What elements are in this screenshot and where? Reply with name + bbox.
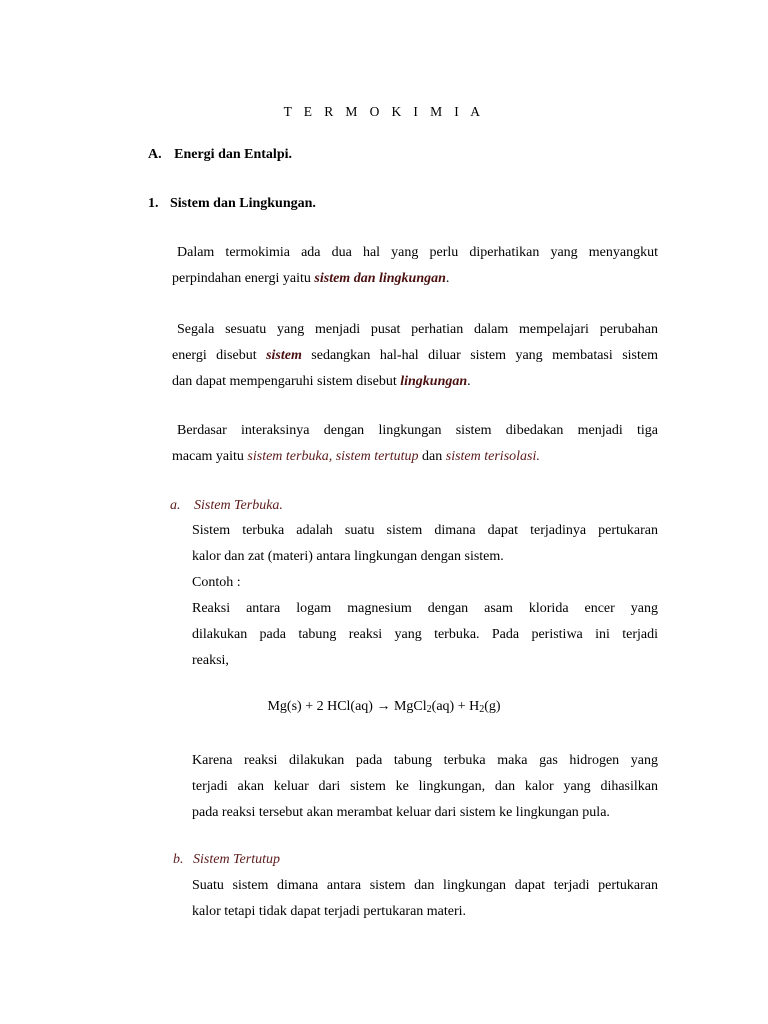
equation-product: (g) bbox=[484, 699, 501, 714]
section-1-marker: 1. bbox=[148, 196, 159, 211]
paragraph-line: Dalam termokimia ada dua hal yang perlu diperhatikan yang menyangkut bbox=[177, 245, 658, 260]
paragraph-line: Reaksi antara logam magnesium dengan asam klorida encer yang bbox=[192, 601, 658, 616]
emphasis-term: lingkungan bbox=[400, 374, 468, 389]
section-a-label: Energi dan Entalpi. bbox=[174, 147, 292, 162]
text-run: dan dapat mempengaruhi sistem disebut bbox=[172, 374, 401, 389]
paragraph-line: Suatu sistem dimana antara sistem dan lingkungan dapat terjadi pertukaran bbox=[192, 878, 658, 893]
section-a-marker: A. bbox=[148, 147, 162, 162]
subsection-b-label: Sistem Tertutup bbox=[193, 852, 280, 867]
paragraph-line: pada reaksi tersebut akan merambat keluar dari sistem ke lingkungan pula. bbox=[192, 805, 610, 820]
paragraph-closed-system bbox=[192, 876, 658, 928]
text-run: perpindahan energi yaitu bbox=[172, 271, 315, 286]
section-a-heading bbox=[148, 147, 292, 163]
emphasis-term: sistem dan lingkungan bbox=[314, 271, 446, 286]
document-title: T E R M O K I M I A bbox=[283, 104, 485, 119]
paragraph-line: Karena reaksi dilakukan pada tabung terbuka maka gas hidrogen yang bbox=[192, 753, 658, 768]
paragraph-open-system-explanation bbox=[192, 751, 658, 829]
equation-reactants: Mg(s) + 2 HCl(aq) bbox=[267, 699, 377, 714]
paragraph-system-types bbox=[172, 421, 658, 473]
paragraph-line: Berdasar interaksinya dengan lingkungan sistem dibedakan menjadi tiga bbox=[177, 423, 658, 438]
arrow-right-icon: → bbox=[376, 699, 391, 714]
paragraph-line bbox=[172, 447, 658, 473]
text-run: . bbox=[467, 374, 471, 389]
text-run: sedangkan hal-hal diluar sistem yang membatasi sistem bbox=[301, 348, 658, 363]
paragraph-open-system bbox=[192, 521, 658, 677]
text-run: dan bbox=[418, 449, 446, 464]
text-run: macam yaitu bbox=[172, 449, 248, 464]
subsection-b-marker: b. bbox=[173, 852, 184, 867]
paragraph-line: reaksi, bbox=[192, 653, 229, 668]
emphasis-term: sistem bbox=[266, 348, 302, 363]
paragraph-line bbox=[172, 269, 658, 295]
subsection-a-label: Sistem Terbuka. bbox=[194, 498, 283, 513]
section-1-label: Sistem dan Lingkungan. bbox=[170, 196, 316, 211]
paragraph-line bbox=[172, 372, 658, 398]
equation-product: MgCl bbox=[390, 699, 427, 714]
example-label: Contoh : bbox=[192, 575, 241, 590]
text-run: . bbox=[445, 271, 450, 286]
emphasis-term: sistem terisolasi. bbox=[445, 449, 540, 464]
paragraph-system-definition bbox=[172, 320, 658, 398]
subsection-a-marker: a. bbox=[170, 498, 181, 513]
subsection-a-heading bbox=[170, 498, 283, 514]
text-run: energi disebut bbox=[172, 348, 267, 363]
paragraph-line bbox=[172, 346, 658, 372]
paragraph-line: kalor tetapi tidak dapat terjadi pertukaran materi. bbox=[192, 904, 467, 919]
subsection-b-heading bbox=[173, 852, 280, 868]
paragraph-line: terjadi akan keluar dari sistem ke lingkungan, dan kalor yang dihasilkan bbox=[192, 779, 658, 794]
chemical-equation bbox=[0, 699, 768, 715]
paragraph-line: kalor dan zat (materi) antara lingkungan dengan sistem. bbox=[192, 549, 504, 564]
equation-product: (aq) + H bbox=[431, 699, 480, 714]
paragraph-system-environment bbox=[172, 243, 658, 295]
subscript: 2 bbox=[426, 704, 432, 715]
emphasis-term: sistem terbuka, sistem tertutup bbox=[247, 449, 419, 464]
paragraph-line: Sistem terbuka adalah suatu sistem dimana dapat terjadinya pertukaran bbox=[192, 523, 658, 538]
paragraph-line: dilakukan pada tabung reaksi yang terbuka. Pada peristiwa ini terjadi bbox=[192, 627, 658, 642]
section-1-heading bbox=[148, 196, 316, 212]
paragraph-line: Segala sesuatu yang menjadi pusat perhatian dalam mempelajari perubahan bbox=[177, 322, 658, 337]
subscript: 2 bbox=[479, 704, 485, 715]
